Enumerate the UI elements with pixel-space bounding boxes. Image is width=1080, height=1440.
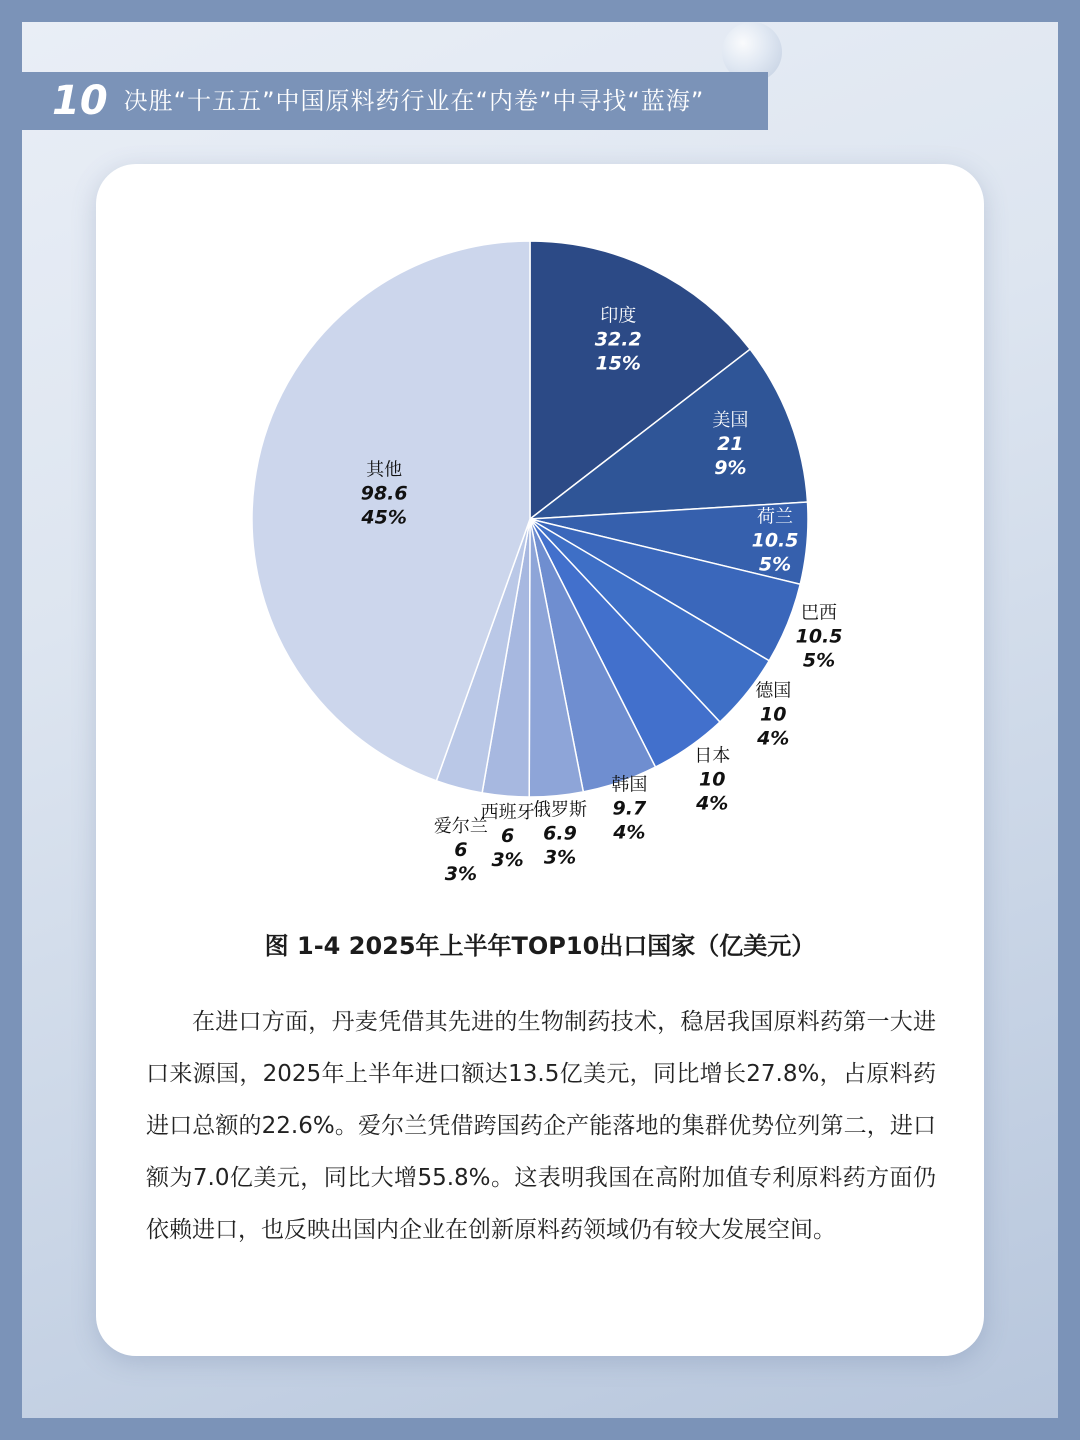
slice-name-label-6: 韩国 (611, 774, 648, 796)
slice-percent-label-8: 3% (491, 849, 524, 872)
slice-name-label-5: 日本 (694, 745, 731, 767)
slice-label-group-9 (434, 816, 488, 885)
slice-name-label-7: 俄罗斯 (532, 799, 587, 821)
slice-percent-label-2: 5% (758, 553, 792, 576)
slice-label-group-3 (796, 602, 843, 671)
slice-value-label-2: 10.5 (751, 529, 799, 552)
body-paragraph: 在进口方面，丹麦凭借其先进的生物制药技术，稳居我国原料药第一大进口来源国，2025年上半年进口额达13.5亿美元，同比增长27.8%，占原料药进口总额的22.6%。爱尔兰凭借跨国药企产能落地的集群优势位列第二，进口额为7.0亿美元，同比大增55.8%。这表明我国在高附加值专利原料药方面仍依赖进口，也反映出国内企业在创新原料药领域仍有较大发展空间。 (146, 1009, 936, 1243)
slice-value-label-4: 10 (759, 703, 787, 726)
pie-chart (96, 164, 984, 904)
slice-label-group-1 (712, 410, 748, 479)
slice-value-label-8: 6 (500, 825, 515, 848)
slice-percent-label-10: 45% (361, 506, 407, 529)
slice-label-group-10 (360, 460, 407, 529)
slice-value-label-3: 10.5 (795, 625, 843, 648)
content-card (96, 164, 984, 1356)
slice-label-group-0 (595, 306, 642, 375)
slice-percent-label-9: 3% (444, 862, 478, 885)
slice-value-label-6: 9.7 (612, 797, 647, 820)
slice-value-label-5: 10 (698, 768, 726, 791)
slice-value-label-0: 32.2 (594, 328, 642, 351)
slice-label-group-7 (533, 800, 587, 869)
slice-percent-label-6: 4% (613, 821, 646, 844)
slice-name-label-0: 印度 (600, 305, 637, 327)
slice-name-label-4: 德国 (755, 680, 792, 702)
slice-name-label-10: 其他 (366, 459, 403, 481)
slice-percent-label-7: 3% (543, 846, 577, 869)
section-number: 10 (52, 78, 108, 124)
slice-value-label-1: 21 (717, 432, 744, 455)
chart-caption: 图 1-4 2025年上半年TOP10出口国家（亿美元） (264, 932, 816, 960)
slice-percent-label-3: 5% (802, 649, 836, 672)
slice-label-group-4 (755, 680, 791, 749)
slice-value-label-9: 6 (454, 838, 468, 861)
slice-name-label-2: 荷兰 (757, 506, 794, 528)
slice-label-group-6 (611, 774, 647, 843)
slice-percent-label-0: 15% (595, 352, 641, 375)
slice-value-label-7: 6.9 (543, 822, 577, 845)
slice-name-label-8: 西班牙 (480, 802, 535, 824)
section-title: 决胜“十五五”中国原料药行业在“内卷”中寻找“蓝海” (123, 87, 705, 115)
slice-name-label-3: 巴西 (801, 602, 838, 624)
slice-value-label-10: 98.6 (360, 482, 408, 505)
slice-label-group-8 (481, 802, 535, 871)
page-background (22, 22, 1058, 1418)
slice-percent-label-1: 9% (714, 456, 747, 479)
slice-percent-label-4: 4% (757, 727, 790, 750)
section-header (22, 72, 768, 130)
slice-label-group-5 (694, 746, 730, 815)
slice-name-label-9: 爱尔兰 (433, 815, 488, 837)
slice-name-label-1: 美国 (712, 409, 749, 431)
slice-percent-label-5: 4% (696, 792, 729, 815)
